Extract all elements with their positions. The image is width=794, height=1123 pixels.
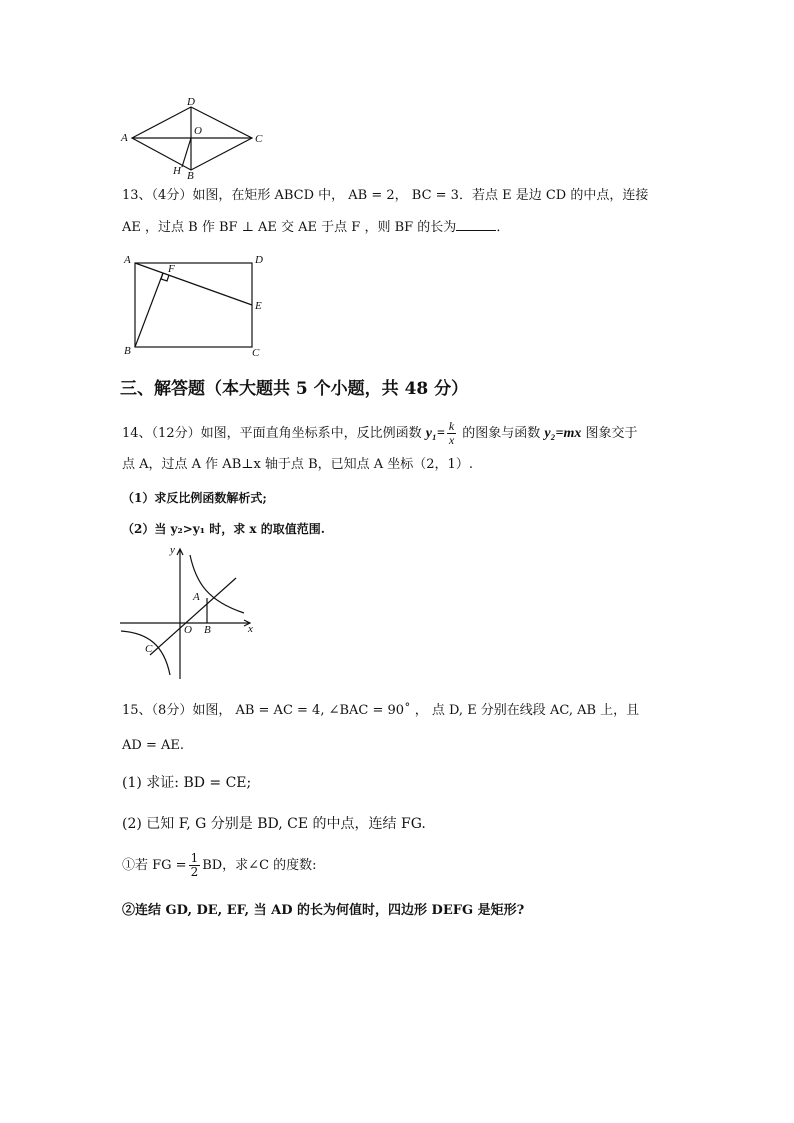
rhombus-label-o: O: [194, 125, 202, 137]
q14-text1a: 如图，平面直角坐标系中，反比例函数: [200, 426, 426, 441]
rhombus-label-c: C: [255, 133, 263, 145]
rect-label-c: C: [252, 347, 260, 359]
rhombus-label-h: H: [173, 165, 181, 177]
graph-label-a: A: [193, 591, 200, 603]
q15-sub1b: BD，求∠C 的度数:: [202, 858, 317, 873]
q14-part2: （2）当 y₂>y₁ 时，求 x 的取值范围.: [122, 522, 325, 536]
q15-frac-den: 2: [190, 865, 199, 879]
q15-sub1a: ①若 FG =: [122, 858, 187, 873]
q14-frac-den: x: [448, 433, 455, 447]
q15-line1: [122, 702, 639, 720]
q13-text1: 如图，在矩形 ABCD 中， AB = 2， BC = 3．若点 E 是边 CD 的中点，连接: [192, 188, 649, 203]
q14-y2mx: y₂=mx: [544, 426, 582, 441]
q14-score: （12分）: [151, 426, 201, 441]
q14-text1b: 的图象与函数: [458, 426, 545, 441]
q13-line1: [122, 187, 648, 205]
q13-line2: [122, 218, 509, 237]
q14-fraction: [447, 420, 456, 447]
rhombus-label-a: A: [121, 132, 128, 144]
q14-number: 14、: [122, 426, 152, 441]
q13-text2: AE ，过点 B 作 BF ⊥ AE 交 AE 于点 F ，则 BF 的长为: [122, 220, 457, 235]
q14-frac-num: k: [448, 419, 455, 433]
q15-fraction: [189, 852, 201, 879]
q15-sub1: [122, 852, 317, 880]
q15-part1: (1) 求证: BD = CE;: [122, 775, 252, 791]
coordinate-figure: [118, 543, 263, 683]
graph-label-y: y: [170, 544, 175, 556]
section-3-heading: 三、解答题（本大题共 5 个小题，共 48 分）: [120, 379, 469, 399]
q14-y1: y₁=: [425, 426, 445, 441]
rectangle-figure: [118, 250, 278, 362]
q13-number: 13、: [122, 188, 152, 203]
graph-label-x: x: [248, 623, 253, 635]
rhombus-figure: [118, 95, 278, 180]
rect-label-b: B: [124, 345, 131, 357]
q15-line2: AD = AE.: [122, 738, 184, 753]
q13-text2-end: ．: [496, 220, 510, 235]
q15-frac-num: 1: [190, 851, 199, 865]
q13-score: （4分）: [151, 188, 193, 203]
q13-answer-blank[interactable]: [456, 218, 496, 231]
q15-number: 15、: [122, 703, 152, 718]
q15-part2: (2) 已知 F, G 分别是 BD, CE 的中点，连结 FG.: [122, 816, 426, 832]
rect-label-e: E: [255, 300, 262, 312]
q14-part1: （1）求反比例函数解析式;: [122, 491, 267, 505]
q14-line2: 点 A，过点 A 作 AB⊥x 轴于点 B，已知点 A 坐标（2，1）.: [122, 457, 473, 472]
rhombus-label-d: D: [187, 96, 195, 108]
rect-label-d: D: [255, 254, 263, 266]
q14-line1: [122, 420, 638, 447]
q14-text1c: 图象交于: [581, 426, 638, 441]
q15-text1: 如图， AB = AC = 4, ∠BAC = 90˚ ， 点 D, E 分别在线段 AC, AB 上，且: [192, 703, 640, 718]
rect-label-a: A: [124, 254, 131, 266]
rhombus-label-b: B: [187, 170, 194, 180]
q15-sub2: ②连结 GD, DE, EF, 当 AD 的长为何值时，四边形 DEFG 是矩形?: [122, 903, 525, 918]
rect-label-f: F: [168, 263, 175, 275]
q15-score: （8分）: [151, 703, 193, 718]
graph-label-o: O: [184, 624, 192, 636]
graph-label-b: B: [204, 624, 211, 636]
graph-label-c: C: [145, 643, 153, 655]
